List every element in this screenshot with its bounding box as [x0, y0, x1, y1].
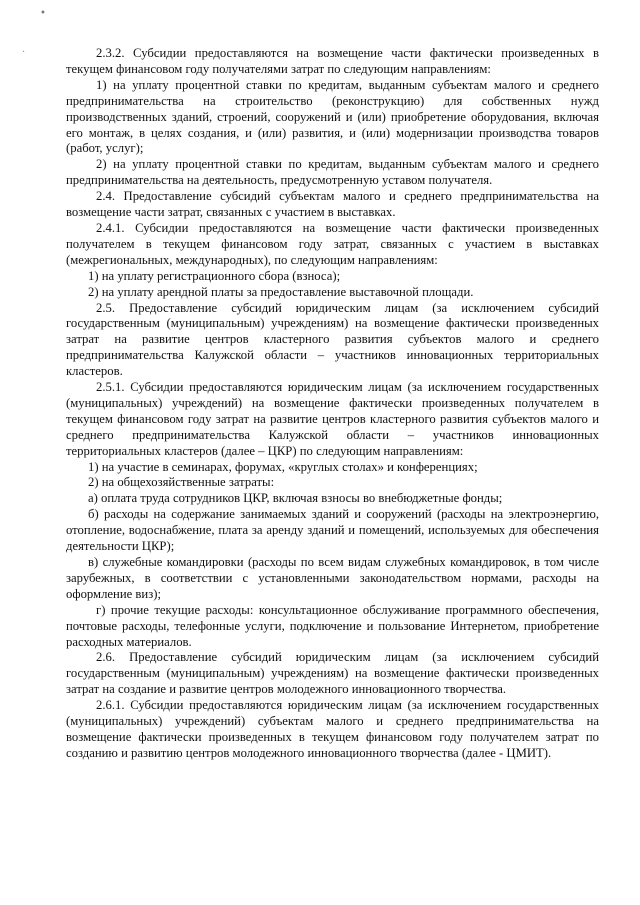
list-item: б) расходы на содержание занимаемых зданий и сооружений (расходы на электроэнергию, отопление, водоснабжение, плата за аренду зданий и помещений, используемых для обеспечения деятельности ЦКР); — [66, 507, 599, 554]
list-item: 2) на общехозяйственные затраты: — [88, 475, 275, 490]
list-item: 1) на уплату процентной ставки по кредитам, выданным субъектам малого и среднего предпринимательства на строительство (реконструкцию) для собственных нужд производственных зданий, строений, сооружений и (или) приобретение оборудования, включая его монтаж, в целях создания, и (или) развития, и (или) модернизации производства товаров (работ, услуг); — [66, 77, 599, 156]
paragraph-2-5-1: 2.5.1. Субсидии предоставляются юридическим лицам (за исключением государственных (муниципальных) учреждений) на возмещение фактически произведенных получателем в текущем финансовом году затрат на развитие центров кластерного развития субъектов малого и среднего предпринимательства Калужской области – участников инновационных территориальных кластеров (далее – ЦКР) по следующим направлениям: — [66, 380, 599, 458]
paragraph-2-3-2: 2.3.2. Субсидии предоставляются на возмещение части фактически произведенных в текущем финансовом году получателями затрат по следующим направлениям: — [66, 46, 599, 76]
list-item: 1) на уплату регистрационного сбора (взноса); — [88, 268, 341, 283]
list-item: в) служебные командировки (расходы по всем видам служебных командировок, в том числе зарубежных, в соответствии с установленными законодательством нормами, расходы на оформление виз); — [66, 555, 599, 601]
list-item: 2) на уплату процентной ставки по кредитам, выданным субъектам малого и среднего предпринимательства на деятельность, предусмотренную уставом получателя. — [66, 157, 599, 188]
paragraph-2-4-1: 2.4.1. Субсидии предоставляются на возмещение части фактически произведенных получателем в текущем финансовом году затрат, связанных с участием в выставках (межрегиональных, международных), по следующим направлениям: — [66, 220, 599, 267]
paragraph-2-6: 2.6. Предоставление субсидий юридическим лицам (за исключением субсидий государственным (муниципальным) учреждениям) на возмещение фактически произведенных затрат на создание и развитие центров молодежного инновационного творчества. — [66, 650, 599, 697]
paragraph-2-5: 2.5. Предоставление субсидий юридическим лицам (за исключением субсидий государственным (муниципальным) учреждениям) на возмещение фактически произведенных затрат на развитие центров кластерного развития субъектов малого и среднего предпринимательства Калужской области – участников инновационных территориальных кластеров. — [66, 300, 599, 379]
list-item: 1) на участие в семинарах, форумах, «круглых столах» и конференциях; — [88, 459, 478, 474]
document-body — [66, 46, 599, 762]
paragraph-2-4: 2.4. Предоставление субсидий субъектам малого и среднего предпринимательства на возмещение части затрат, связанных с участием в выставках. — [66, 189, 599, 220]
scan-mark-top: • — [40, 8, 46, 19]
list-item: г) прочие текущие расходы: консультационное обслуживание программного обеспечения, почтовые расходы, телефонные услуги, подключение и пользование Интернетом, приобретение расходных материалов. — [66, 602, 599, 649]
scan-mark-left: · — [22, 47, 26, 58]
list-item: 2) на уплату арендной платы за предоставление выставочной площади. — [88, 284, 474, 299]
paragraph-2-6-1: 2.6.1. Субсидии предоставляются юридическим лицам (за исключением государственных (муниципальных) учреждений) субъектам малого и среднего предпринимательства на возмещение фактически произведенных в текущем финансовом году получателем затрат по созданию и развитию центров молодежного инновационного творчества (далее - ЦМИТ). — [66, 698, 599, 760]
list-item: а) оплата труда сотрудников ЦКР, включая взносы во внебюджетные фонды; — [88, 491, 503, 506]
